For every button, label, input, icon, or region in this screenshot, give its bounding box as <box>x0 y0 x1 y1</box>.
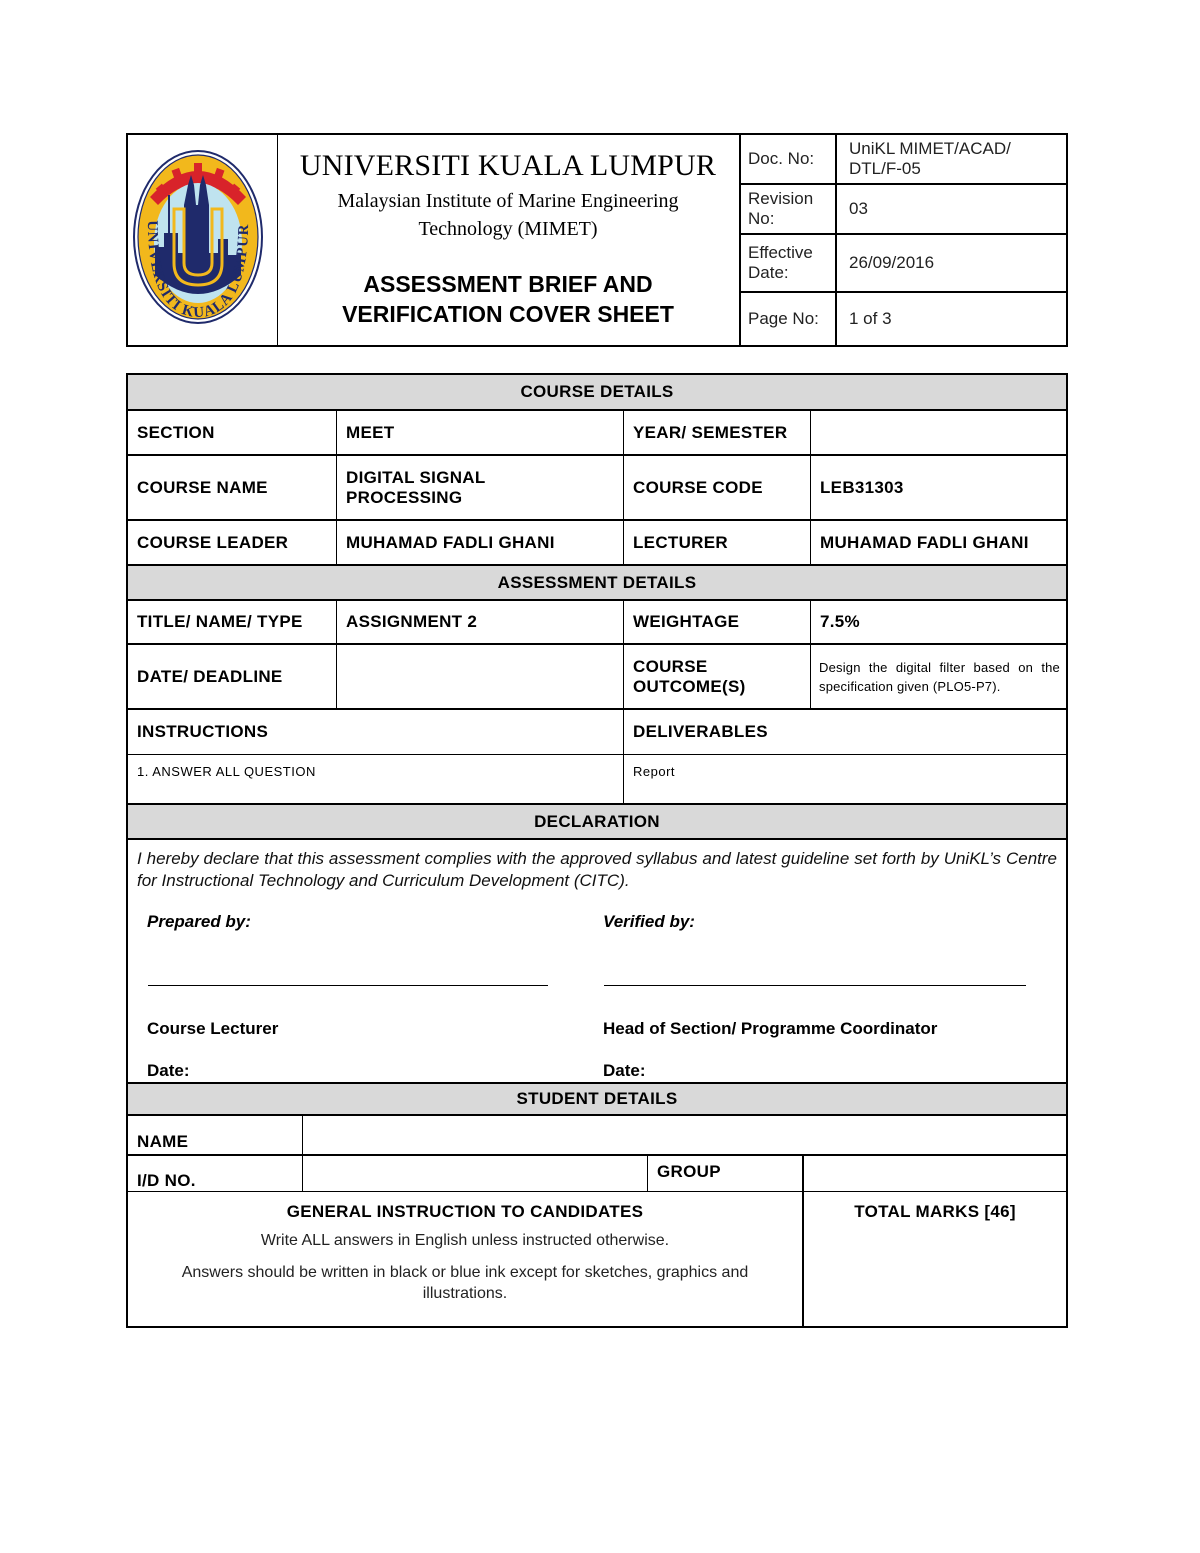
general-instructions-row <box>128 1192 1066 1326</box>
title-name-type-label: TITLE/ NAME/ TYPE <box>137 612 303 631</box>
meta-row-revision <box>739 185 1066 235</box>
weightage-value[interactable]: 7.5% <box>810 601 1066 643</box>
section-value[interactable]: MEET <box>336 411 623 454</box>
year-semester-label: YEAR/ SEMESTER <box>623 411 810 454</box>
general-instructions-title: GENERAL INSTRUCTION TO CANDIDATES <box>286 1202 644 1221</box>
declaration-text: I hereby declare that this assessment complies with the approved syllabus and latest guideline set forth by UniKL’s Centre for Instructional Technology and Curriculum Development (CITC). <box>137 849 1057 890</box>
prepared-by-label: Prepared by: <box>147 912 251 931</box>
course-lecturer-label: Course Lecturer <box>147 1019 279 1038</box>
course-leader-value[interactable]: MUHAMAD FADLI GHANI <box>336 521 623 564</box>
table-row <box>128 710 1066 755</box>
head-of-section-label: Head of Section/ Programme Coordinator <box>603 1019 938 1038</box>
general-instruction-line: Answers should be written in black or blue ink except for sketches, graphics and illustrations. <box>181 1264 749 1302</box>
general-instructions <box>128 1192 802 1326</box>
id-no-label: I/D NO. <box>137 1171 196 1190</box>
declaration-section <box>128 840 1066 1084</box>
course-name-label: COURSE NAME <box>137 477 268 497</box>
course-outcome-label: COURSE OUTCOME(S) <box>623 645 810 708</box>
document-title-line1: ASSESSMENT BRIEF AND <box>363 271 653 297</box>
id-no-input[interactable] <box>302 1156 647 1191</box>
meta-label: Doc. No: <box>739 135 837 183</box>
institute-name-line1: Malaysian Institute of Marine Engineering <box>337 190 679 212</box>
date-right-label: Date: <box>603 1061 646 1080</box>
course-leader-label: COURSE LEADER <box>137 532 289 552</box>
table-row <box>128 755 1066 805</box>
document-title-line2: VERIFICATION COVER SHEET <box>342 301 674 327</box>
meta-value: 1 of 3 <box>849 309 892 328</box>
general-instruction-line: Write ALL answers in English unless instructed otherwise. <box>260 1232 670 1249</box>
logo-text: UNIVERSITI KUALA LUMPUR <box>143 220 253 322</box>
table-row <box>128 1116 1066 1156</box>
table-row <box>128 521 1066 566</box>
total-marks-cell <box>802 1192 1066 1326</box>
meta-value: 26/09/2016 <box>849 253 935 272</box>
university-name: UNIVERSITI KUALA LUMPUR <box>299 149 717 182</box>
meta-row-page-no <box>739 293 1066 345</box>
table-row <box>128 411 1066 456</box>
instructions-value[interactable]: 1. ANSWER ALL QUESTION <box>137 764 316 779</box>
course-details-header: COURSE DETAILS <box>128 375 1066 411</box>
table-row <box>128 645 1066 710</box>
meta-value: UniKL MIMET/ACAD/ DTL/F-05 <box>849 139 1011 178</box>
title-cell <box>277 135 741 345</box>
instructions-label: INSTRUCTIONS <box>137 722 269 741</box>
logo-cell <box>128 135 278 345</box>
assessment-form <box>126 373 1068 1328</box>
verified-signature-line[interactable] <box>604 985 1026 986</box>
section-label: SECTION <box>137 422 215 442</box>
meta-value: 03 <box>849 199 868 218</box>
meta-label: Revision No: <box>739 185 837 233</box>
table-row <box>128 601 1066 645</box>
year-semester-value[interactable] <box>810 411 1066 454</box>
lecturer-label: LECTURER <box>623 521 810 564</box>
meta-label: Page No: <box>739 293 837 345</box>
date-left-label: Date: <box>147 1061 190 1080</box>
assessment-details-header: ASSESSMENT DETAILS <box>128 566 1066 601</box>
name-label: NAME <box>137 1132 189 1151</box>
table-row <box>128 456 1066 521</box>
total-marks-label: TOTAL MARKS [46] <box>854 1202 1016 1221</box>
document-header <box>126 133 1068 347</box>
date-deadline-label: DATE/ DEADLINE <box>137 666 283 686</box>
verified-by-label: Verified by: <box>603 912 695 931</box>
course-name-value[interactable]: DIGITAL SIGNAL PROCESSING <box>336 456 623 519</box>
deliverables-label: DELIVERABLES <box>623 710 1066 754</box>
course-outcome-value[interactable]: Design the digital filter based on the specification given (PLO5-P7). <box>810 645 1066 708</box>
group-label: GROUP <box>647 1156 802 1191</box>
group-input[interactable] <box>802 1156 1066 1191</box>
unikl-crest-logo <box>128 135 277 345</box>
prepared-signature-line[interactable] <box>148 985 548 986</box>
title-name-type-value[interactable]: ASSIGNMENT 2 <box>336 601 623 643</box>
meta-row-doc-no <box>739 135 1066 185</box>
deliverables-value[interactable]: Report <box>623 755 1066 803</box>
table-row <box>128 1156 1066 1192</box>
course-code-label: COURSE CODE <box>623 456 810 519</box>
weightage-label: WEIGHTAGE <box>623 601 810 643</box>
document-meta <box>739 135 1066 345</box>
meta-row-effective-date <box>739 235 1066 293</box>
meta-label: Effective Date: <box>739 235 837 291</box>
date-deadline-value[interactable] <box>336 645 623 708</box>
lecturer-value[interactable]: MUHAMAD FADLI GHANI <box>810 521 1066 564</box>
institute-name-line2: Technology (MIMET) <box>418 218 598 240</box>
course-code-value[interactable]: LEB31303 <box>810 456 1066 519</box>
declaration-header: DECLARATION <box>128 805 1066 840</box>
name-input[interactable] <box>302 1116 1066 1154</box>
student-details-header: STUDENT DETAILS <box>128 1084 1066 1116</box>
